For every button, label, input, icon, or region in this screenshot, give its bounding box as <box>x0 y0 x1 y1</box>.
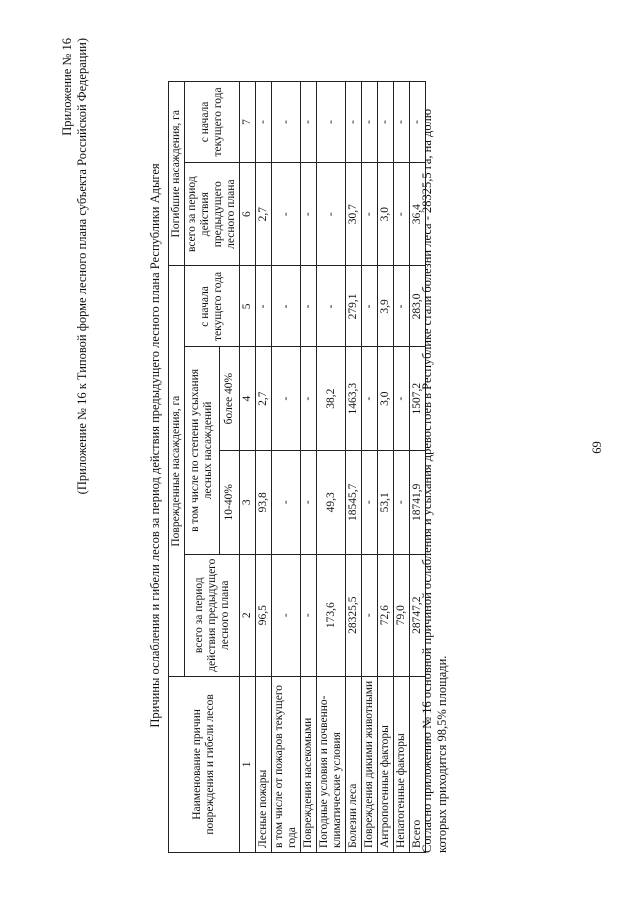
row-value: - <box>272 162 301 266</box>
header-total-period: всего за период действия предыдущего лесного плана <box>185 554 240 676</box>
row-value: 38,2 <box>317 347 346 451</box>
row-value: - <box>362 347 378 451</box>
col-number: 4 <box>240 347 256 451</box>
row-value: - <box>317 82 346 163</box>
row-value: - <box>378 82 394 163</box>
appendix-subtitle: (Приложение № 16 к Типовой форме лесного плана субъекта Российской Федерации) <box>75 38 89 495</box>
col-number: 3 <box>240 450 256 554</box>
row-value: 18545,7 <box>346 450 362 554</box>
header-cause-name: Наименование причин повреждения и гибели лесов <box>169 676 240 852</box>
row-label: Всего <box>410 676 426 852</box>
row-label: в том числе от пожаров текущего года <box>272 676 301 852</box>
row-value: - <box>394 162 410 266</box>
row-value: 49,3 <box>317 450 346 554</box>
footnote-paragraph: Согласно приложению № 16 основной причиной ослабления и усыхания древостоев в Республике стали болезни леса - 28325,5 га, на долю которых приходится 98,5% площади. <box>420 108 449 853</box>
row-label: Погодные условия и почвенно-климатические условия <box>317 676 346 852</box>
document-title: Причины ослабления и гибели лесов за период действия предыдущего лесного плана Республики Адыгея <box>148 163 162 728</box>
row-value: - <box>394 82 410 163</box>
row-value: 93,8 <box>256 450 272 554</box>
appendix-heading <box>60 38 90 494</box>
row-value: - <box>394 450 410 554</box>
table-row <box>301 82 317 853</box>
row-label: Антропогенные факторы <box>378 676 394 852</box>
row-value: 3,9 <box>378 266 394 347</box>
row-value: 28747,2 <box>410 554 426 676</box>
header-degree-10-40: 10-40% <box>220 450 240 554</box>
row-value: 79,0 <box>394 554 410 676</box>
row-label: Болезни леса <box>346 676 362 852</box>
row-value: - <box>362 82 378 163</box>
row-value: - <box>346 82 362 163</box>
col-number: 5 <box>240 266 256 347</box>
row-value: 72,6 <box>378 554 394 676</box>
header-dead-total-period: всего за период действия предыдущего лесного плана <box>185 162 240 266</box>
header-degree-over-40: более 40% <box>220 347 240 451</box>
row-value: - <box>317 162 346 266</box>
row-value: - <box>272 347 301 451</box>
header-dead-since-year: с начала текущего года <box>185 82 240 163</box>
header-since-year: с начала текущего года <box>185 266 240 347</box>
column-number-row <box>240 82 256 853</box>
row-value: 3,0 <box>378 162 394 266</box>
row-value: 173,6 <box>317 554 346 676</box>
table-row <box>317 82 346 853</box>
table-row <box>394 82 410 853</box>
row-value: 1463,3 <box>346 347 362 451</box>
col-number: 2 <box>240 554 256 676</box>
table-row <box>256 82 272 853</box>
table-row <box>346 82 362 853</box>
header-degree-group: в том числе по степени усыхания лесных насаждений <box>185 347 220 554</box>
row-value: 96,5 <box>256 554 272 676</box>
row-value: 28325,5 <box>346 554 362 676</box>
row-value: 283,0 <box>410 266 426 347</box>
row-value: - <box>272 450 301 554</box>
table-row <box>272 82 301 853</box>
row-value: 279,1 <box>346 266 362 347</box>
col-number: 6 <box>240 162 256 266</box>
row-value: - <box>394 347 410 451</box>
row-value: - <box>317 266 346 347</box>
row-value: - <box>301 347 317 451</box>
header-damaged-group: Поврежденные насаждения, га <box>169 266 185 676</box>
page-number: 69 <box>589 441 604 454</box>
row-value: 3,0 <box>378 347 394 451</box>
row-label: Лесные пожары <box>256 676 272 852</box>
row-value: 36,4 <box>410 162 426 266</box>
rotated-page-content <box>60 38 480 853</box>
col-number: 7 <box>240 82 256 163</box>
row-value: - <box>272 82 301 163</box>
row-value: - <box>272 266 301 347</box>
row-value: - <box>301 162 317 266</box>
table-row <box>378 82 394 853</box>
row-value: - <box>301 450 317 554</box>
row-value: - <box>362 162 378 266</box>
row-value: - <box>301 266 317 347</box>
row-value: 2,7 <box>256 162 272 266</box>
row-value: - <box>362 450 378 554</box>
forest-damage-table <box>168 81 426 853</box>
row-value: - <box>362 266 378 347</box>
row-label: Непатогенные факторы <box>394 676 410 852</box>
appendix-number: Приложение № 16 <box>60 38 74 136</box>
row-value: 18741,9 <box>410 450 426 554</box>
row-value: - <box>301 82 317 163</box>
row-value: 30,7 <box>346 162 362 266</box>
row-label: Повреждения дикими животными <box>362 676 378 852</box>
row-value: 2,7 <box>256 347 272 451</box>
col-number: 1 <box>240 676 256 852</box>
row-value: - <box>256 266 272 347</box>
row-value: - <box>394 266 410 347</box>
table-body <box>256 82 426 853</box>
row-value: - <box>410 82 426 163</box>
row-value: - <box>362 554 378 676</box>
row-value: - <box>301 554 317 676</box>
row-value: 53,1 <box>378 450 394 554</box>
row-value: - <box>256 82 272 163</box>
table-row <box>362 82 378 853</box>
row-label: Повреждения насекомыми <box>301 676 317 852</box>
row-value: 1507,2 <box>410 347 426 451</box>
header-dead-group: Погибшие насаждения, га <box>169 82 185 266</box>
row-value: - <box>272 554 301 676</box>
